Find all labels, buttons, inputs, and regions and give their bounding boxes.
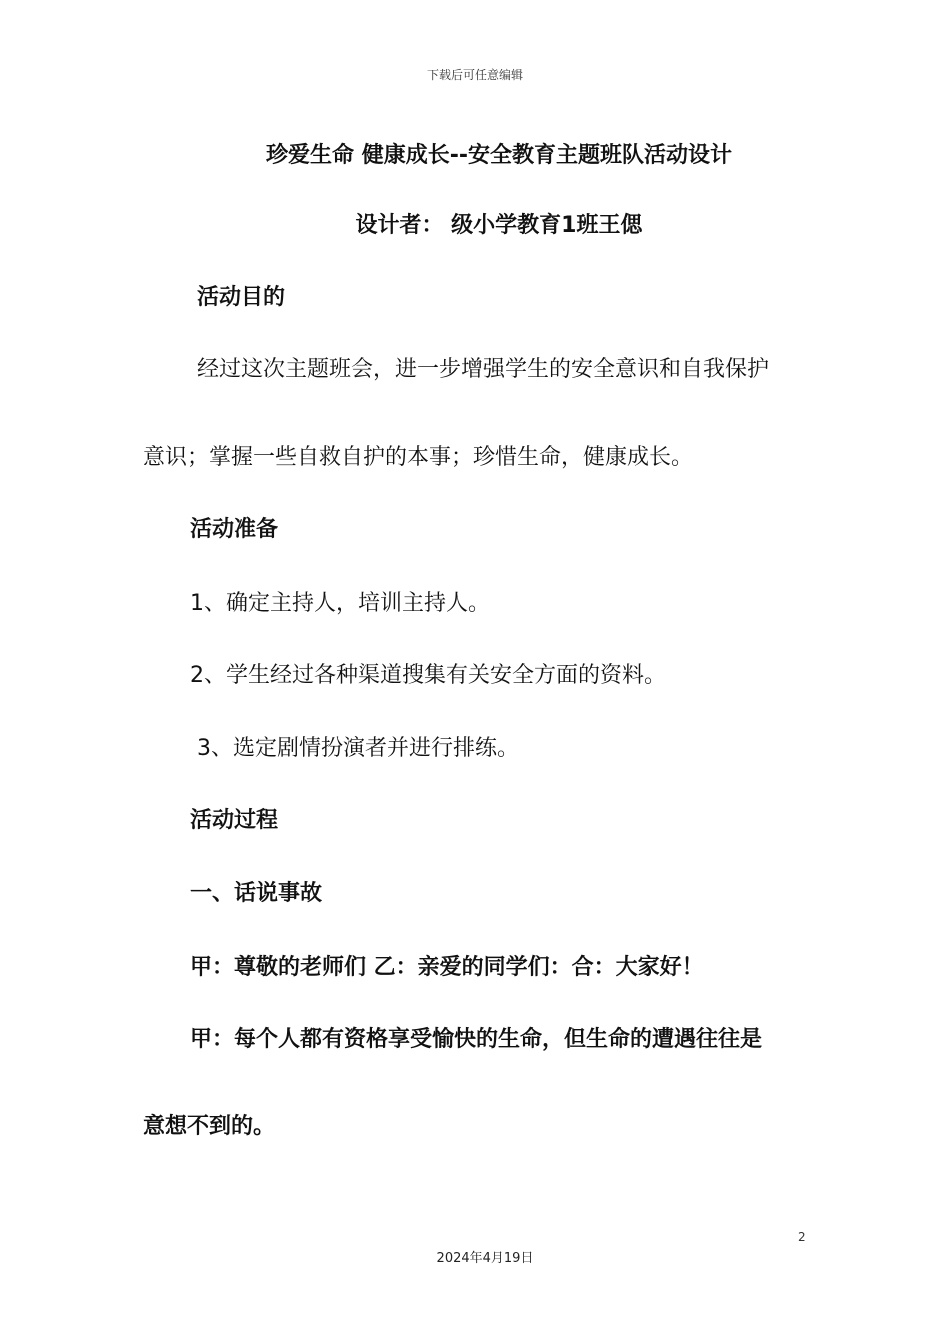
dialogue-line-2-part-2: 意想不到的。 bbox=[143, 1114, 276, 1139]
document-title: 珍爱生命 健康成长--安全教育主题班队活动设计 bbox=[266, 143, 732, 168]
purpose-text-line-2: 意识；掌握一些自救自护的本事；珍惜生命，健康成长。 bbox=[143, 445, 694, 470]
dialogue-line-greeting: 甲：尊敬的老师们 乙：亲爱的同学们：合：大家好！ bbox=[190, 955, 704, 980]
preparation-item-3: 3、选定剧情扮演者并进行排练。 bbox=[197, 736, 519, 761]
document-author: 设计者： 级小学教育1班王偲 bbox=[355, 213, 643, 238]
preparation-item-1: 1、确定主持人，培训主持人。 bbox=[190, 591, 490, 616]
page-number: 2 bbox=[798, 1230, 806, 1244]
preparation-item-2: 2、学生经过各种渠道搜集有关安全方面的资料。 bbox=[190, 663, 666, 688]
purpose-text-line-1: 经过这次主题班会，进一步增强学生的安全意识和自我保护 bbox=[197, 357, 770, 382]
footer-date: 2024年4月19日 bbox=[436, 1251, 534, 1266]
part-heading-accident-talk: 一、话说事故 bbox=[190, 881, 323, 906]
section-heading-purpose: 活动目的 bbox=[197, 285, 286, 310]
dialogue-line-2-part-1: 甲：每个人都有资格享受愉快的生命，但生命的遭遇往往是 bbox=[190, 1027, 763, 1052]
section-heading-process: 活动过程 bbox=[190, 808, 279, 833]
section-heading-preparation: 活动准备 bbox=[190, 517, 279, 542]
page-header: 下载后可任意编辑 bbox=[426, 68, 523, 82]
